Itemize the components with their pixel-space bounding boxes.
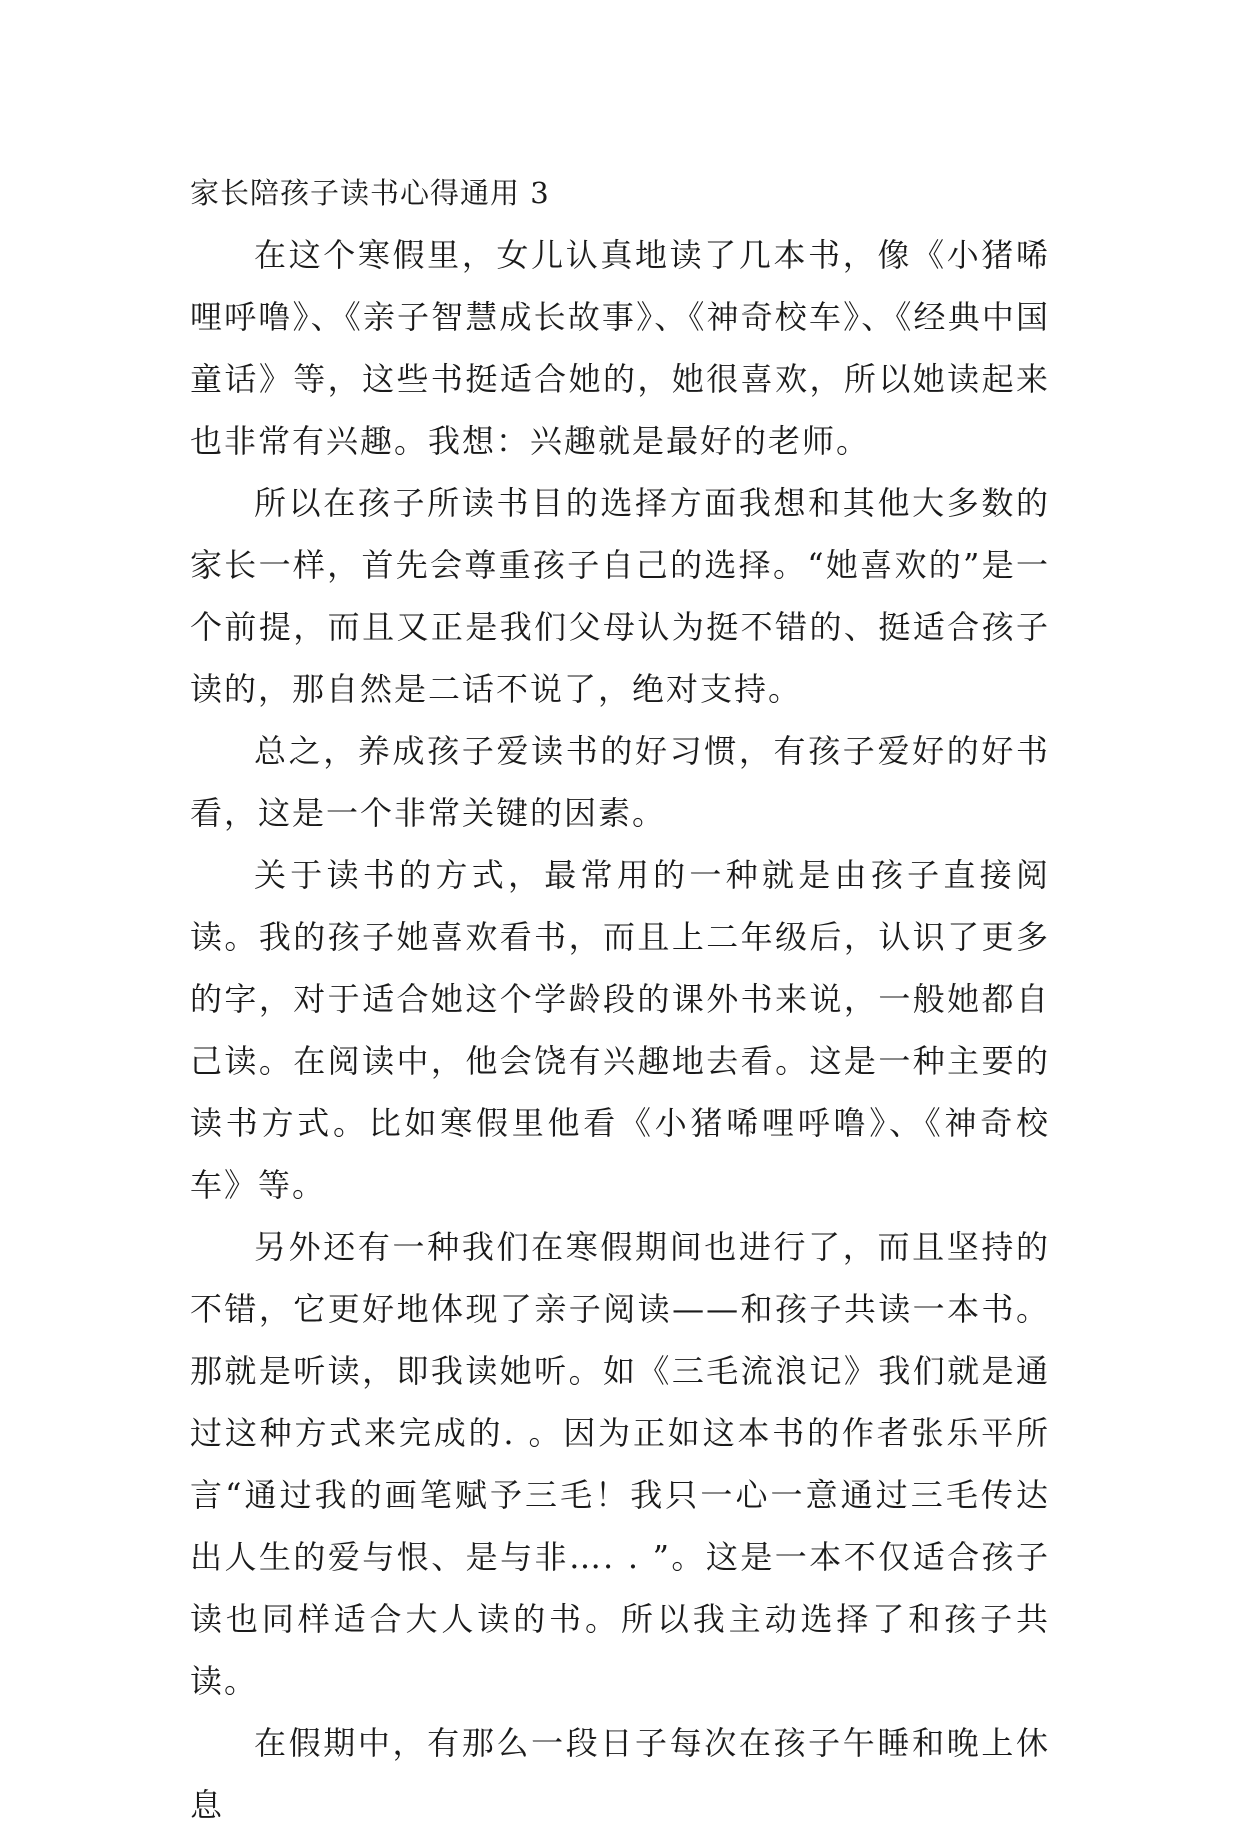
paragraph-1: 在这个寒假里，女儿认真地读了几本书，像《小猪唏哩呼噜》、《亲子智慧成长故事》、《神奇校车》、《经典中国童话》等，这些书挺适合她的，她很喜欢，所以她读起来也非常有兴趣。我想：兴趣就是最好的老师。 bbox=[190, 236, 1050, 460]
document-body bbox=[190, 162, 1050, 1836]
paragraph-2: 所以在孩子所读书目的选择方面我想和其他大多数的家长一样，首先会尊重孩子自己的选择。“她喜欢的”是一个前提，而且又正是我们父母认为挺不错的、挺适合孩子读的，那自然是二话不说了，绝对支持。 bbox=[190, 484, 1050, 708]
paragraph-3: 总之，养成孩子爱读书的好习惯，有孩子爱好的好书看，这是一个非常关键的因素。 bbox=[190, 732, 1050, 832]
paragraph-5: 另外还有一种我们在寒假期间也进行了，而且坚持的不错，它更好地体现了亲子阅读——和孩子共读一本书。那就是听读，即我读她听。如《三毛流浪记》我们就是通过这种方式来完成的. 。因为正如这本书的作者张乐平所言“通过我的画笔赋予三毛！我只一心一意通过三毛传达出人生的爱与恨、是与非…. . ”。这是一本不仅适合孩子读也同样适合大人读的书。所以我主动选择了和孩子共读。 bbox=[190, 1228, 1050, 1700]
document-title: 家长陪孩子读书心得通用 3 bbox=[190, 176, 550, 210]
paragraph-6: 在假期中，有那么一段日子每次在孩子午睡和晚上休息 bbox=[190, 1724, 1050, 1824]
paragraph-4: 关于读书的方式，最常用的一种就是由孩子直接阅读。我的孩子她喜欢看书，而且上二年级后，认识了更多的字，对于适合她这个学龄段的课外书来说，一般她都自己读。在阅读中，他会饶有兴趣地去看。这是一种主要的读书方式。比如寒假里他看《小猪唏哩呼噜》、《神奇校车》等。 bbox=[190, 856, 1050, 1204]
